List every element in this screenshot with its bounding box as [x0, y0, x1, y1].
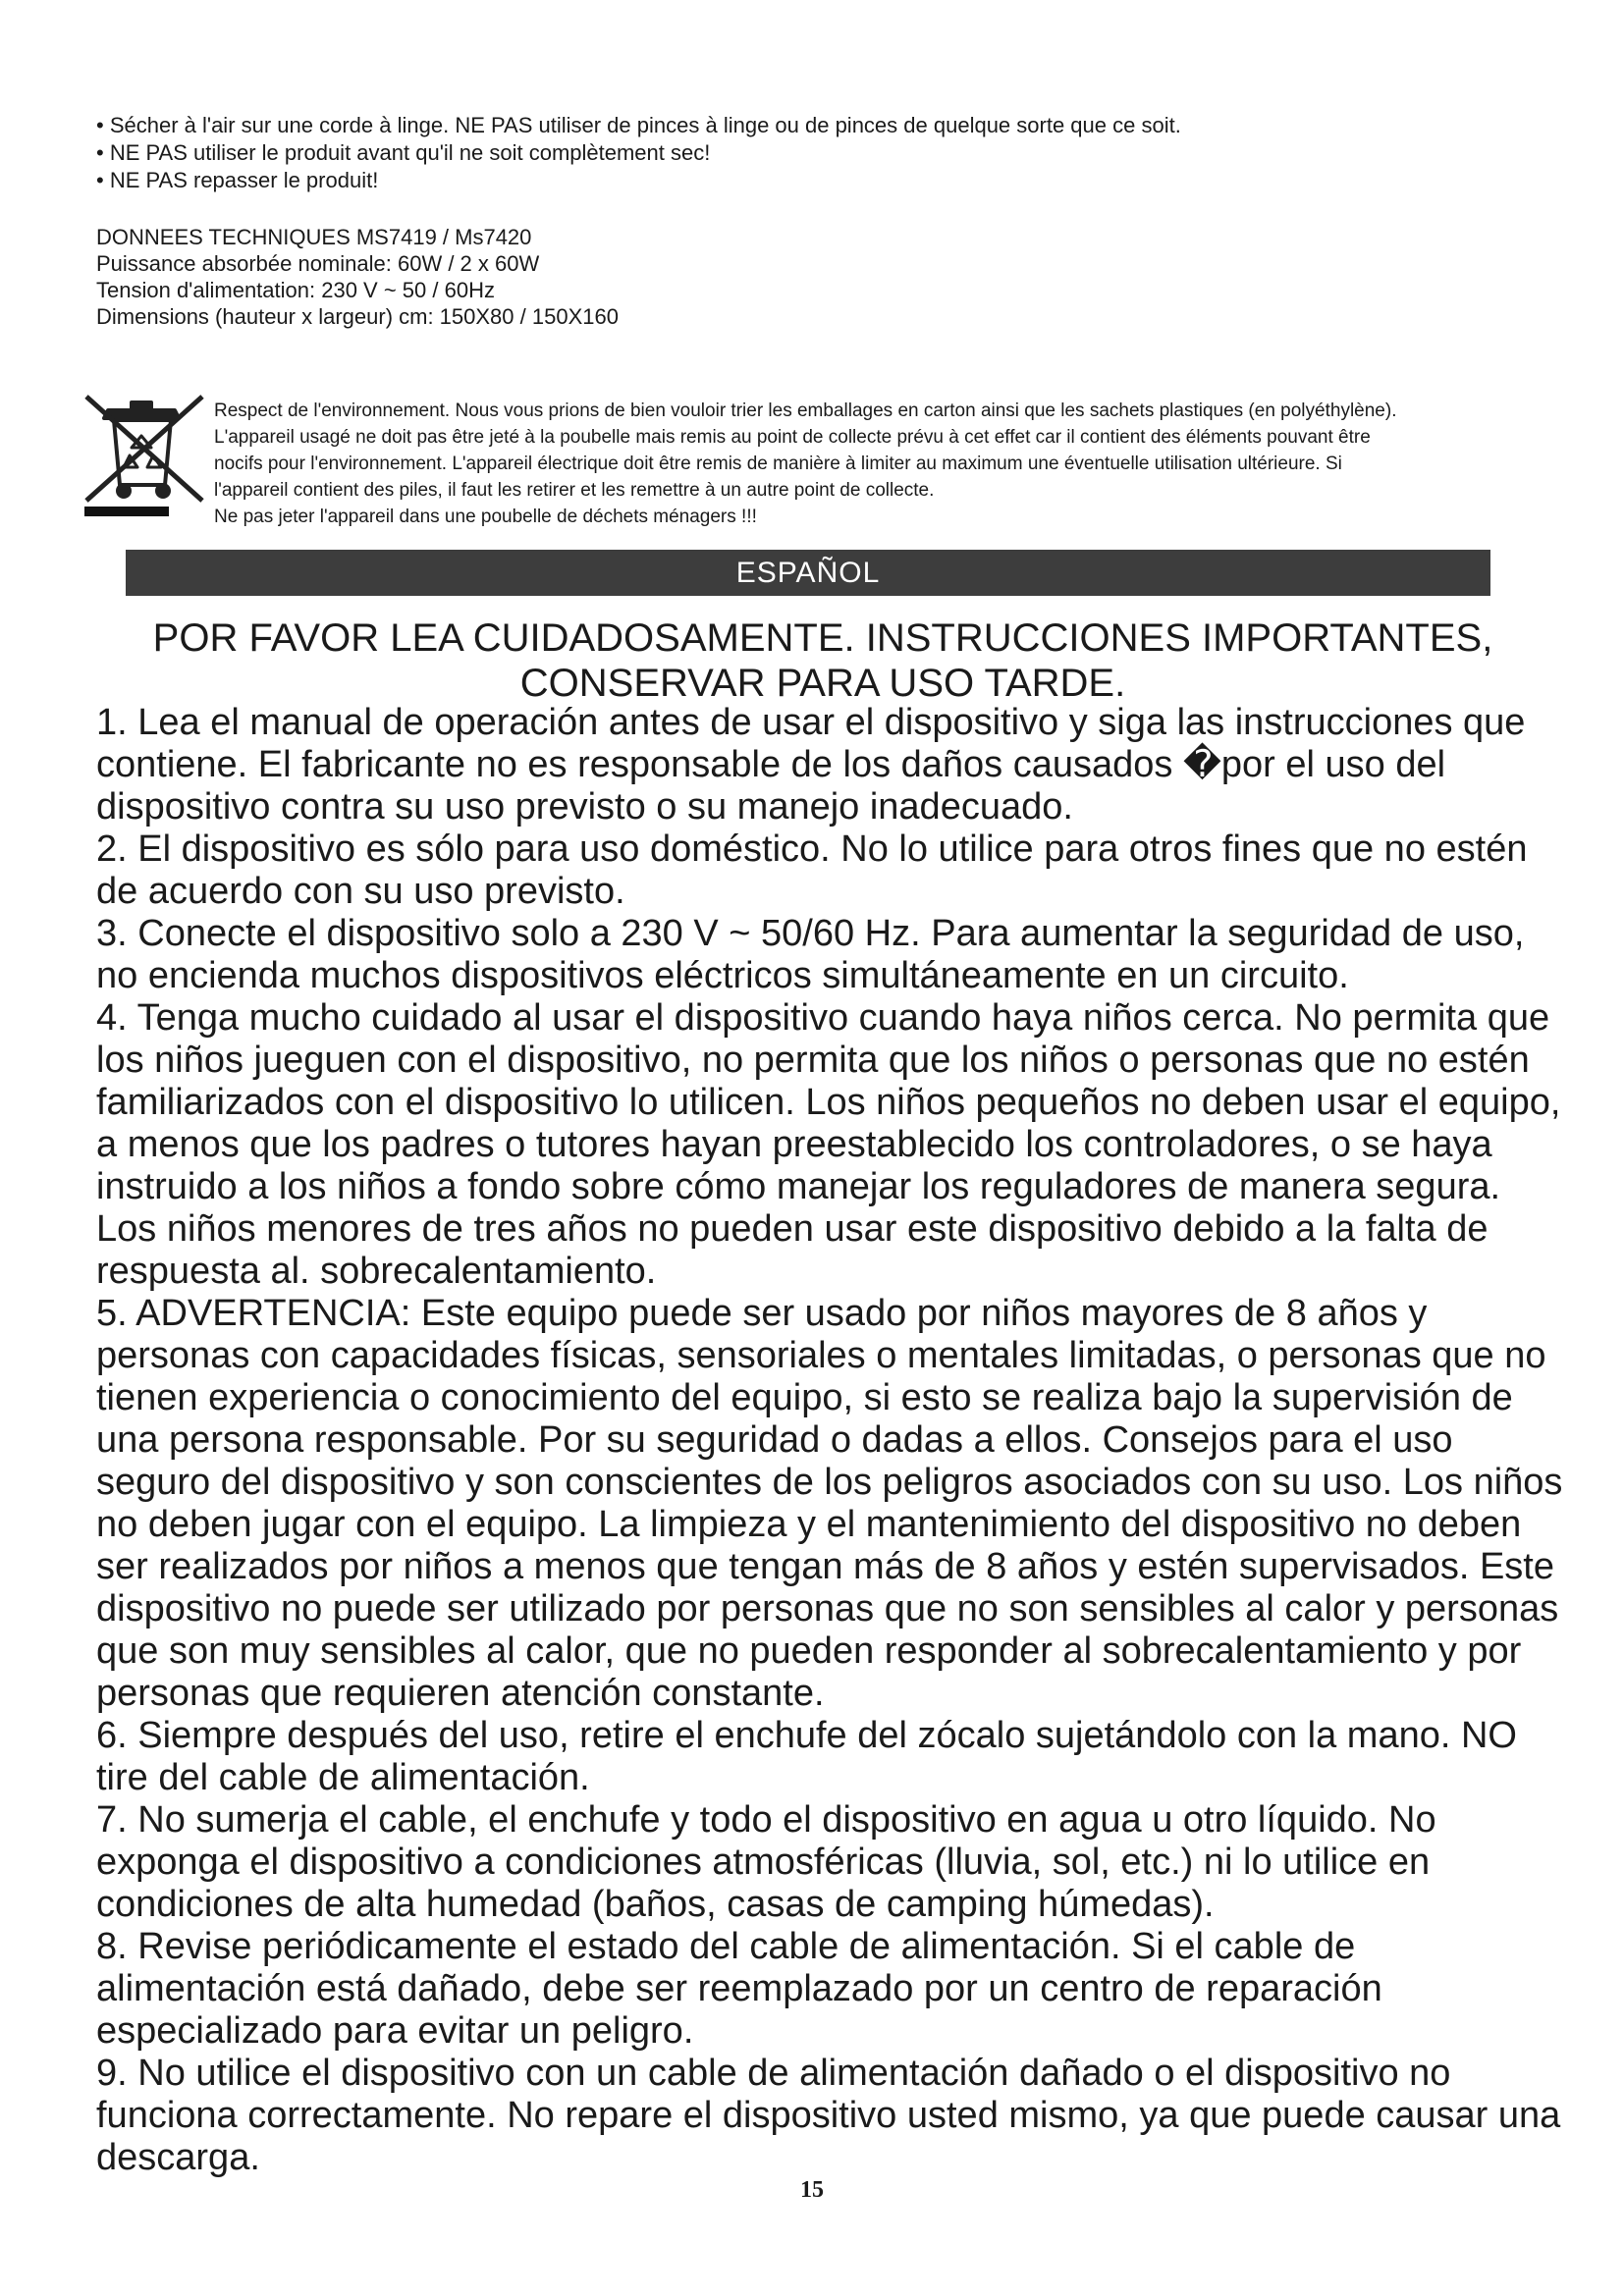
- instruction-item: 2. El dispositivo es sólo para uso doméstico. No lo utilice para otros fines que no estén de acuerdo con su uso previsto.: [96, 828, 1528, 912]
- environment-line: Ne pas jeter l'appareil dans une poubelle de déchets ménagers !!!: [214, 507, 757, 527]
- environment-line: Respect de l'environnement. Nous vous prions de bien vouloir trier les emballages en carton ainsi que les sachets plastiques (en polyéthylène).: [214, 400, 1397, 421]
- instruction-item: 3. Conecte el dispositivo solo a 230 V ~ 50/60 Hz. Para aumentar la seguridad de uso, no encienda muchos dispositivos eléctricos simultáneamente en un circuito.: [96, 913, 1525, 996]
- instruction-item: 7. No sumerja el cable, el enchufe y todo el dispositivo en agua u otro líquido. No exponga el dispositivo a condiciones atmosféricas (lluvia, sol, etc.) ni lo utilice en condiciones de alta humedad (baños, casas de camping húmedas).: [96, 1799, 1436, 1925]
- care-bullet: • NE PAS repasser le produit!: [96, 168, 379, 192]
- technical-data: [96, 224, 1274, 330]
- crossed-out-wheelie-bin-icon: [81, 391, 208, 518]
- instruction-item: Los niños menores de tres años no pueden usar este dispositivo debido a la falta de respuesta al. sobrecalentamiento.: [96, 1208, 1489, 1292]
- instructions-heading-line: CONSERVAR PARA USO TARDE.: [519, 662, 1126, 705]
- technical-data-line: Dimensions (hauteur x largeur) cm: 150X80 / 150X160: [96, 304, 619, 329]
- instruction-item: 8. Revise periódicamente el estado del cable de alimentación. Si el cable de alimentación está dañado, debe ser reemplazado por un centro de reparación especializado para evitar un peligro.: [96, 1926, 1382, 2052]
- technical-data-line: Puissance absorbée nominale: 60W / 2 x 60W: [96, 251, 540, 276]
- instructions-list: [96, 702, 1569, 2179]
- environment-line: nocifs pour l'environnement. L'appareil électrique doit être remis de manière à limiter au maximum une éventuelle utilisation ultérieure. Si: [214, 454, 1342, 474]
- page-number: 15: [800, 2177, 824, 2203]
- environment-line: l'appareil contient des piles, il faut les retirer et les remettre à un autre point de collecte.: [214, 480, 935, 501]
- environment-notice: [214, 398, 1589, 530]
- instruction-item: 1. Lea el manual de operación antes de usar el dispositivo y siga las instrucciones que contiene. El fabricante no es responsable de los daños causados �por el uso del dispositivo contra su uso previsto o su manejo inadecuado.: [96, 702, 1526, 828]
- instruction-item: 4. Tenga mucho cuidado al usar el dispositivo cuando haya niños cerca. No permita que los niños jueguen con el dispositivo, no permita que los niños o personas que no estén familiarizados con el dispositivo lo utilicen. Los niños pequeños no deben usar el equipo, a menos que los padres o tutores hayan preestablecido los controladores, o se haya instruido a los niños a fondo sobre cómo manejar los reguladores de manera segura.: [96, 997, 1561, 1207]
- instructions-heading-line: POR FAVOR LEA CUIDADOSAMENTE. INSTRUCCIONES IMPORTANTES,: [152, 616, 1493, 660]
- care-bullet: • NE PAS utiliser le produit avant qu'il ne soit complètement sec!: [96, 140, 711, 165]
- instruction-item: 9. No utilice el dispositivo con un cable de alimentación dañado o el dispositivo no funciona correctamente. No repare el dispositivo usted mismo, ya que puede causar una descarga.: [96, 2053, 1561, 2178]
- instruction-item: 6. Siempre después del uso, retire el enchufe del zócalo sujetándolo con la mano. NO tire del cable de alimentación.: [96, 1715, 1517, 1798]
- instruction-item: 5. ADVERTENCIA: Este equipo puede ser usado por niños mayores de 8 años y personas con capacidades físicas, sensoriales o mentales limitadas, o personas que no tienen experiencia o conocimiento del equipo, si esto se realiza bajo la supervisión de una persona responsable. Por su seguridad o dadas a ellos. Consejos para el uso seguro del dispositivo y son conscientes de los peligros asociados con su uso. Los niños no deben jugar con el equipo. La limpieza y el mantenimiento del dispositivo no deben ser realizados por niños a menos que tengan más de 8 años y estén supervisados. Este dispositivo no puede ser utilizado por personas que no son sensibles al calor y personas que son muy sensibles al calor, que no pueden responder al sobrecalentamiento y por personas que requieren atención constante.: [96, 1293, 1563, 1714]
- environment-line: L'appareil usagé ne doit pas être jeté à la poubelle mais remis au point de collecte prévu à cet effet car il contient des éléments pouvant être: [214, 427, 1371, 448]
- technical-data-line: Tension d'alimentation: 230 V ~ 50 / 60Hz: [96, 278, 495, 302]
- care-bullet: • Sécher à l'air sur une corde à linge. NE PAS utiliser de pinces à linge ou de pinces de quelque sorte que ce soit.: [96, 113, 1181, 137]
- language-section-header: ESPAÑOL: [126, 550, 1490, 596]
- instructions-heading: [96, 615, 1549, 706]
- care-bullets: [96, 112, 1569, 194]
- technical-data-title: DONNEES TECHNIQUES MS7419 / Ms7420: [96, 225, 532, 249]
